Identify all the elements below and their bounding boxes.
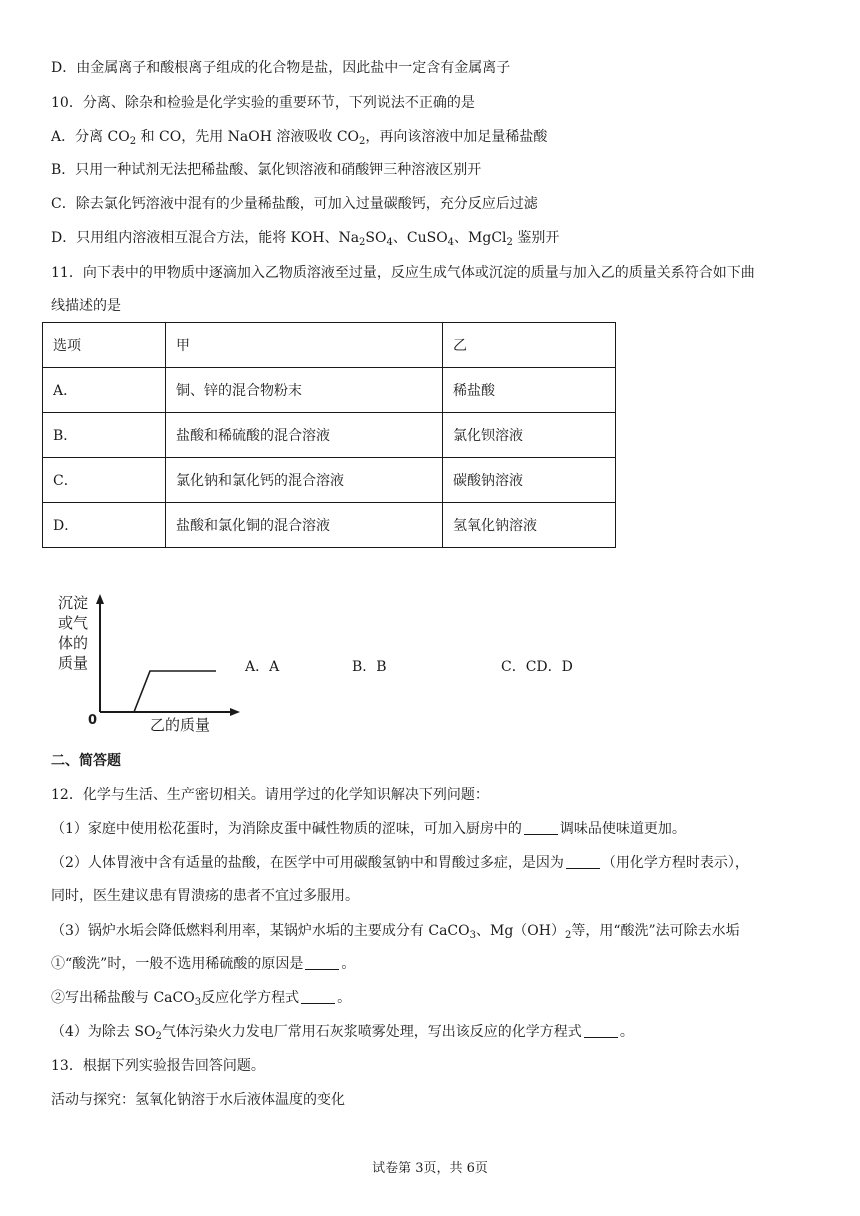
q11-stem-line2: 线描述的是 bbox=[51, 298, 121, 314]
q12-stem: 12．化学与生活、生产密切相关。请用学过的化学知识解决下列问题： bbox=[51, 787, 489, 803]
q11-stem-line1: 11．向下表中的甲物质中逐滴加入乙物质溶液至过量，反应生成气体或沉淀的质量与加入乙的质量关系符合如下曲 bbox=[51, 265, 755, 281]
x-axis-arrow-icon bbox=[230, 708, 240, 716]
y-axis-label-4: 质量 bbox=[58, 654, 89, 672]
x-axis-label: 乙的质量 bbox=[150, 716, 211, 734]
origin-label: 0 bbox=[88, 713, 98, 728]
choice-cd[interactable]: C．CD．D bbox=[501, 659, 573, 675]
q11-curve-graph bbox=[50, 590, 250, 740]
q12-part-3-ii: ②写出稀盐酸与 CaCO$_3$反应化学方程式 。 bbox=[51, 990, 352, 1008]
table-header-row bbox=[43, 323, 616, 368]
q10-option-a: A．分离 $CO_2$ 和 CO，先用 NaOH 溶液吸收 $CO_2$，再向该溶液中加足量稀盐酸 bbox=[51, 129, 548, 147]
answer-blank[interactable] bbox=[584, 1023, 618, 1038]
q10-option-b: B．只用一种试剂无法把稀盐酸、氯化钡溶液和硝酸钾三种溶液区别开 bbox=[51, 162, 482, 178]
table-cell: 氢氧化钠溶液 bbox=[443, 503, 616, 548]
q12-part-2-cont: 同时，医生建议患有胃溃疡的患者不宜过多服用。 bbox=[51, 888, 359, 904]
curve-line bbox=[100, 671, 216, 712]
q10-option-c: C．除去氯化钙溶液中混有的少量稀盐酸，可加入过量碳酸钙，充分反应后过滤 bbox=[51, 196, 538, 212]
table-cell: 氯化钡溶液 bbox=[443, 413, 616, 458]
q13-stem: 13．根据下列实验报告回答问题。 bbox=[51, 1058, 265, 1074]
q11-options-table bbox=[42, 322, 616, 548]
answer-blank[interactable] bbox=[566, 854, 600, 869]
page-footer: 试卷第 3页，共 6页 bbox=[372, 1161, 488, 1176]
table-cell: C． bbox=[43, 458, 166, 503]
y-axis-label-1: 沉淀 bbox=[58, 594, 89, 612]
table-row bbox=[43, 503, 616, 548]
table-cell: 稀盐酸 bbox=[443, 368, 616, 413]
table-cell: B． bbox=[43, 413, 166, 458]
q10-stem: 10．分离、除杂和检验是化学实验的重要环节，下列说法不正确的是 bbox=[51, 95, 475, 111]
table-cell: 盐酸和稀硫酸的混合溶液 bbox=[166, 413, 443, 458]
table-cell: 甲 bbox=[166, 323, 443, 368]
section-title: 二、简答题 bbox=[51, 753, 121, 769]
table-cell: 氯化钠和氯化钙的混合溶液 bbox=[166, 458, 443, 503]
q13-activity: 活动与探究：氢氧化钠溶于水后液体温度的变化 bbox=[51, 1092, 345, 1108]
table-cell: D． bbox=[43, 503, 166, 548]
q9-option-d: D．由金属离子和酸根离子组成的化合物是盐，因此盐中一定含有金属离子 bbox=[51, 60, 511, 76]
answer-blank[interactable] bbox=[305, 955, 339, 970]
q12-part-1: （1）家庭中使用松花蛋时，为消除皮蛋中碱性物质的涩味，可加入厨房中的 调味品使味道更加。 bbox=[51, 821, 686, 837]
q12-part-3-i: ①“酸洗”时，一般不选用稀硫酸的原因是 。 bbox=[51, 956, 356, 972]
choice-b[interactable]: B．B bbox=[352, 659, 387, 675]
table-row bbox=[43, 368, 616, 413]
table-row bbox=[43, 413, 616, 458]
y-axis-arrow-icon bbox=[96, 594, 104, 604]
choice-a[interactable]: A．A bbox=[245, 659, 280, 675]
table-row bbox=[43, 458, 616, 503]
table-cell: 盐酸和氯化铜的混合溶液 bbox=[166, 503, 443, 548]
table-cell: 选项 bbox=[43, 323, 166, 368]
y-axis-label-3: 体的 bbox=[58, 634, 89, 652]
answer-blank[interactable] bbox=[301, 989, 335, 1004]
table-cell: 乙 bbox=[443, 323, 616, 368]
y-axis-label-2: 或气 bbox=[58, 614, 89, 632]
table-cell: 碳酸钠溶液 bbox=[443, 458, 616, 503]
q12-part-2: （2）人体胃液中含有适量的盐酸，在医学中可用碳酸氢钠中和胃酸过多症，是因为 （用化学方程时表示）， bbox=[51, 855, 749, 871]
table-cell: 铜、锌的混合物粉末 bbox=[166, 368, 443, 413]
q10-option-d: D．只用组内溶液相互混合方法，能将 KOH、$Na_2SO_4$、CuSO$_4$、MgCl$_2$ 鉴别开 bbox=[51, 230, 560, 248]
q12-part-3: （3）锅炉水垢会降低燃料利用率，某锅炉水垢的主要成分有 CaCO$_3$、$Mg(OH)_2$等，用“酸洗”法可除去水垢 bbox=[51, 923, 740, 941]
answer-blank[interactable] bbox=[524, 820, 558, 835]
table-cell: A． bbox=[43, 368, 166, 413]
q12-part-4: （4）为除去 $SO_2$气体污染火力发电厂常用石灰浆喷雾处理，写出该反应的化学方程式 。 bbox=[51, 1024, 634, 1042]
